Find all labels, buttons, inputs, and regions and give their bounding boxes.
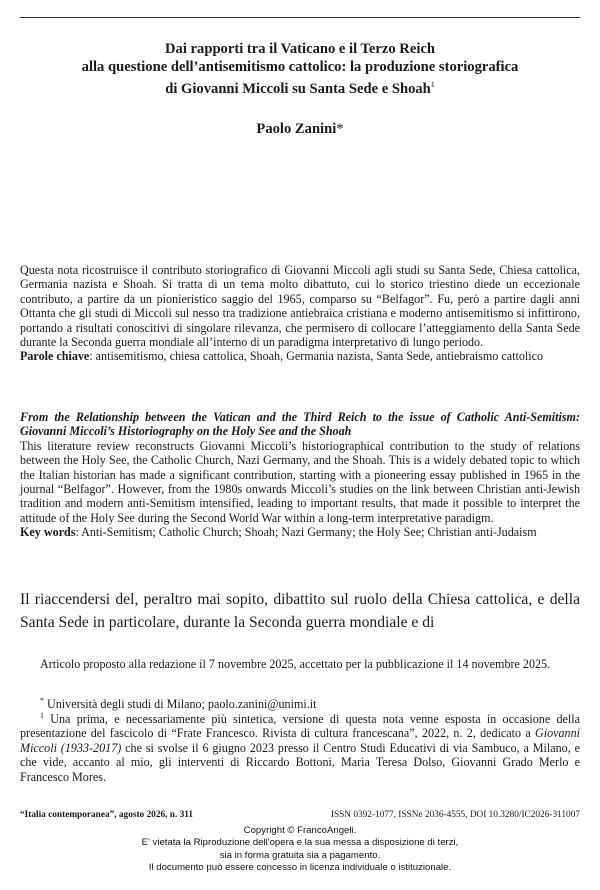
copyright-line-4: Il documento può essere concesso in licenza individuale o istituzionale. xyxy=(148,861,452,873)
copyright-notice xyxy=(20,825,580,874)
keywords-english xyxy=(20,525,580,539)
submission-note: Articolo proposto alla redazione il 7 novembre 2025, accettato per la pubblicazione il 14 novembre 2025. xyxy=(40,657,551,671)
keywords-italian-label: Parole chiave xyxy=(20,349,90,364)
abstract-italian-text: Questa nota ricostruisce il contributo storiografico di Giovanni Miccoli agli studi su Santa Sede, Chiesa cattolica, Germania nazista e Shoah. Si tratta di un tema molto dibattuto, cui lo storico triestino diede un eccezionale contributo, a partire da un pionieristico saggio del 1965, comparso su “Belfagor”. Fu, però a partire dagli anni Ottanta che gli studi di Miccoli sul nesso tra tradizione antiebraica cristiana e moderno antisemitismo si infittirono, portando a risultati conoscitivi di singolare rilevanza, che permisero di collocare l’atteggiamento della Santa Sede durante la Seconda guerra mondiale all’interno di un paradigma interpretativo di lungo periodo. xyxy=(20,263,580,350)
title-line-3-text: di Giovanni Miccoli su Santa Sede e Shoah xyxy=(165,81,431,97)
copyright-line-1: Copyright © FrancoAngeli. xyxy=(243,825,357,836)
article-title xyxy=(20,40,580,98)
keywords-italian-list: : antisemitismo, chiesa cattolica, Shoah, Germania nazista, Santa Sede, antiebraismo cattolico xyxy=(89,349,544,364)
affiliation-text[interactable]: Università degli studi di Milano; paolo.zanini@unimi.it xyxy=(44,697,317,711)
footnote-1 xyxy=(20,709,580,784)
keywords-english-list: : Anti-Semitism; Catholic Church; Shoah; Nazi Germany; the Holy See; Christian anti-Judaism xyxy=(75,525,537,540)
keywords-italian xyxy=(20,349,580,363)
footnote-1-mark: 1 xyxy=(40,711,44,720)
copyright-line-2: E' vietata la Riproduzione dell'opera e la sua messa a disposizione di terzi, xyxy=(141,837,459,849)
footnote-1-italic: Giovanni Miccoli (1933-2017) xyxy=(20,726,580,755)
affiliation-mark: * xyxy=(40,696,44,705)
keywords-english-label: Key words xyxy=(20,525,76,540)
title-line-2: alla questione dell’antisemitismo cattolico: la produzione storiografica xyxy=(81,59,519,75)
issn-doi: ISSN 0392-1077, ISSNe 2036-4555, DOI 10.3280/IC2026-311007 xyxy=(330,810,580,820)
author-footnote-marker[interactable]: * xyxy=(336,121,344,137)
author-name: Paolo Zanini xyxy=(256,121,337,137)
abstract-english-text: This literature review reconstructs Giovanni Miccoli’s historiographical contribution to the study of relations between the Holy See, the Catholic Church, Nazi Germany, and the Shoah. This is a widely debated topic to which the Italian historian has made a significant contribution, starting with a pioneering essay published in 1965 in the journal “Belfagor”. However, from the 1980s onwards Miccoli’s studies on the link between Christian anti-Jewish tradition and modern anti-Semitism intensified, leading to important results, that made it possible to interpret the attitude of the Holy See during the Second World War within a long-term interpretative paradigm. xyxy=(20,438,580,525)
title-footnote-marker[interactable]: 1 xyxy=(430,80,435,89)
journal-citation: “Italia contemporanea”, agosto 2026, n. 311 xyxy=(20,810,194,820)
top-rule xyxy=(20,17,580,18)
abstract-english xyxy=(20,410,580,540)
author-line xyxy=(20,121,580,138)
body-text-start: Il riaccendersi del, peraltro mai sopito, dibattito sul ruolo della Chiesa cattolica, e della Santa Sede in particolare, durante la Seconda guerra mondiale e di xyxy=(20,591,580,631)
page-footer xyxy=(20,810,580,820)
title-line-1: Dai rapporti tra il Vaticano e il Terzo Reich xyxy=(165,41,435,57)
footnote-1-text-a: Una prima, e necessariamente più sintetica, versione di questa nota venne esposta in occasione della presentazione del fascicolo di “Frate Francesco. Rivista di cultura francescana”, 2022, n. 2, dedicato a xyxy=(20,712,580,741)
footnote-1-text-b: che si svolse il 6 giugno 2023 presso il Centro Studi Educativi di via Sambuco, a Milano, e che vide, accanto al mio, gli interventi di Riccardo Bottoni, Maria Teresa Dolso, Giovanni Grado Merlo e Francesco Mores. xyxy=(20,740,580,784)
copyright-line-3: sia in forma gratuita sia a pagamento. xyxy=(219,849,381,861)
abstract-italian xyxy=(20,263,580,364)
title-line-3 xyxy=(20,76,580,98)
english-title: From the Relationship between the Vatican and the Third Reich to the issue of Catholic Anti-Semitism: Giovanni Miccoli’s Historiography on the Holy See and the Shoah xyxy=(20,410,580,439)
